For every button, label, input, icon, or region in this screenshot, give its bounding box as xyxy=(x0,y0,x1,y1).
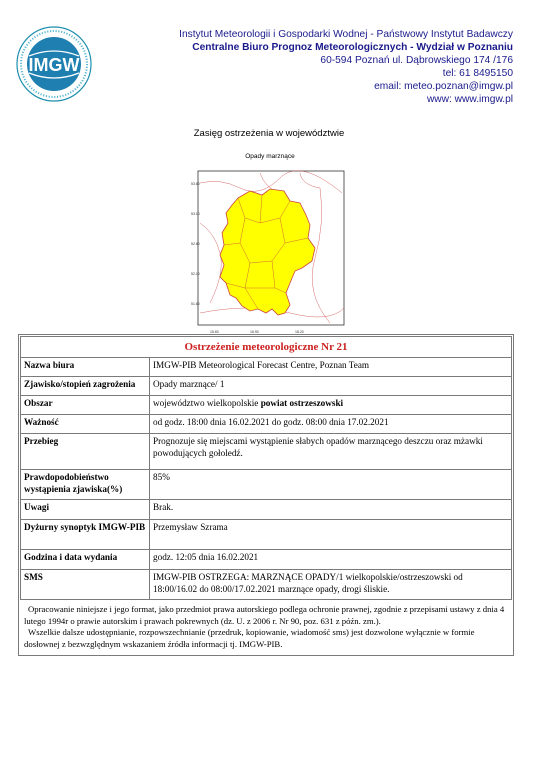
header-line-phone: tel: 61 8495150 xyxy=(442,68,513,80)
copyright-paragraph: Opracowanie niniejsze i jego format, jako przedmiot prawa autorskiego podlega ochronie prawnej, zgodnie z przepisami ustawy z dnia 4 lutego 1994r o prawie autorskim i prawach pokrewnych (dz. U. z 2006 r. Nr 90, poz. 631 z późn. zm.). xyxy=(24,604,505,626)
row-value: Opady marznące/ 1 xyxy=(150,377,512,396)
svg-text:16.90: 16.90 xyxy=(250,330,259,334)
table-row xyxy=(21,570,512,600)
row-label: Ważność xyxy=(21,415,150,434)
row-value: Prognozuje się miejscami wystąpienie słabych opadów marznącego deszczu oraz mżawki powodujących gołoledź. xyxy=(150,434,512,470)
header-line-www[interactable]: www: www.imgw.pl xyxy=(426,94,513,106)
table-row xyxy=(21,520,512,550)
row-value: IMGW-PIB Meteorological Forecast Centre, Poznan Team xyxy=(150,358,512,377)
svg-text:51.60: 51.60 xyxy=(191,302,200,306)
row-value: IMGW-PIB OSTRZEGA: MARZNĄCE OPADY/1 wielkopolskie/ostrzeszowski od 18:00/16.02 do 08:00/17.02.2021 marznące opady, drogi śliskie. xyxy=(150,570,512,600)
row-value: 85% xyxy=(150,470,512,500)
warning-title: Ostrzeżenie meteorologiczne Nr 21 xyxy=(21,337,512,358)
row-value: od godz. 18:00 dnia 16.02.2021 do godz. 08:00 dnia 17.02.2021 xyxy=(150,415,512,434)
header-line-address: 60-594 Poznań ul. Dąbrowskiego 174 /176 xyxy=(320,55,513,67)
row-label: Prawdopodobieństwo wystąpienia zjawiska(%) xyxy=(21,470,150,500)
table-row xyxy=(21,500,512,520)
logo-text: IMGW xyxy=(28,55,80,75)
row-value: Przemysław Szrama xyxy=(150,520,512,550)
row-value: Brak. xyxy=(150,500,512,520)
area-voivodeship: województwo wielkopolskie xyxy=(153,398,259,408)
row-value-area xyxy=(150,396,512,415)
row-label: Zjawisko/stopień zagrożenia xyxy=(21,377,150,396)
table-row xyxy=(21,415,512,434)
svg-text:15.60: 15.60 xyxy=(210,330,219,334)
row-label: Godzina i data wydania xyxy=(21,550,150,570)
row-label: Uwagi xyxy=(21,500,150,520)
table-row xyxy=(21,396,512,415)
header-line-office: Centralne Biuro Prognoz Meteorologicznych - Wydział w Poznaniu xyxy=(192,42,513,54)
row-label: Obszar xyxy=(21,396,150,415)
distribution-paragraph: Wszelkie dalsze udostępnianie, rozpowszechnianie (przedruk, kopiowanie, wiadomość sms) jest dozwolone wyłącznie w formie dosłownej z bezwzględnym wskazaniem źródła informacji tj. IMGW-PIB. xyxy=(24,627,475,649)
copyright-notice xyxy=(24,604,510,650)
institute-header xyxy=(133,28,513,107)
map-title: Opady marznące xyxy=(245,153,295,160)
svg-text:52.60: 52.60 xyxy=(191,242,200,246)
table-row xyxy=(21,470,512,500)
row-label: SMS xyxy=(21,570,150,600)
warning-area-map xyxy=(190,163,350,338)
header-line-institute: Instytut Meteorologii i Gospodarki Wodnej - Państwowy Instytut Badawczy xyxy=(179,29,513,40)
section-title: Zasięg ostrzeżenia w województwie xyxy=(193,128,345,139)
area-county: powiat ostrzeszowski xyxy=(260,398,344,408)
table-row xyxy=(21,358,512,377)
row-label: Przebieg xyxy=(21,434,150,470)
svg-text:53.60: 53.60 xyxy=(191,182,200,186)
table-row xyxy=(21,434,512,470)
header-line-email[interactable]: email: meteo.poznan@imgw.pl xyxy=(374,81,513,93)
row-label: Dyżurny synoptyk IMGW-PIB xyxy=(21,520,150,550)
imgw-logo-icon xyxy=(16,26,92,102)
svg-text:52.10: 52.10 xyxy=(191,272,200,276)
warning-table xyxy=(20,336,512,600)
svg-text:53.10: 53.10 xyxy=(191,212,200,216)
table-row xyxy=(21,550,512,570)
row-label: Nazwa biura xyxy=(21,358,150,377)
svg-text:18.20: 18.20 xyxy=(295,330,304,334)
row-value: godz. 12:05 dnia 16.02.2021 xyxy=(150,550,512,570)
table-row xyxy=(21,377,512,396)
